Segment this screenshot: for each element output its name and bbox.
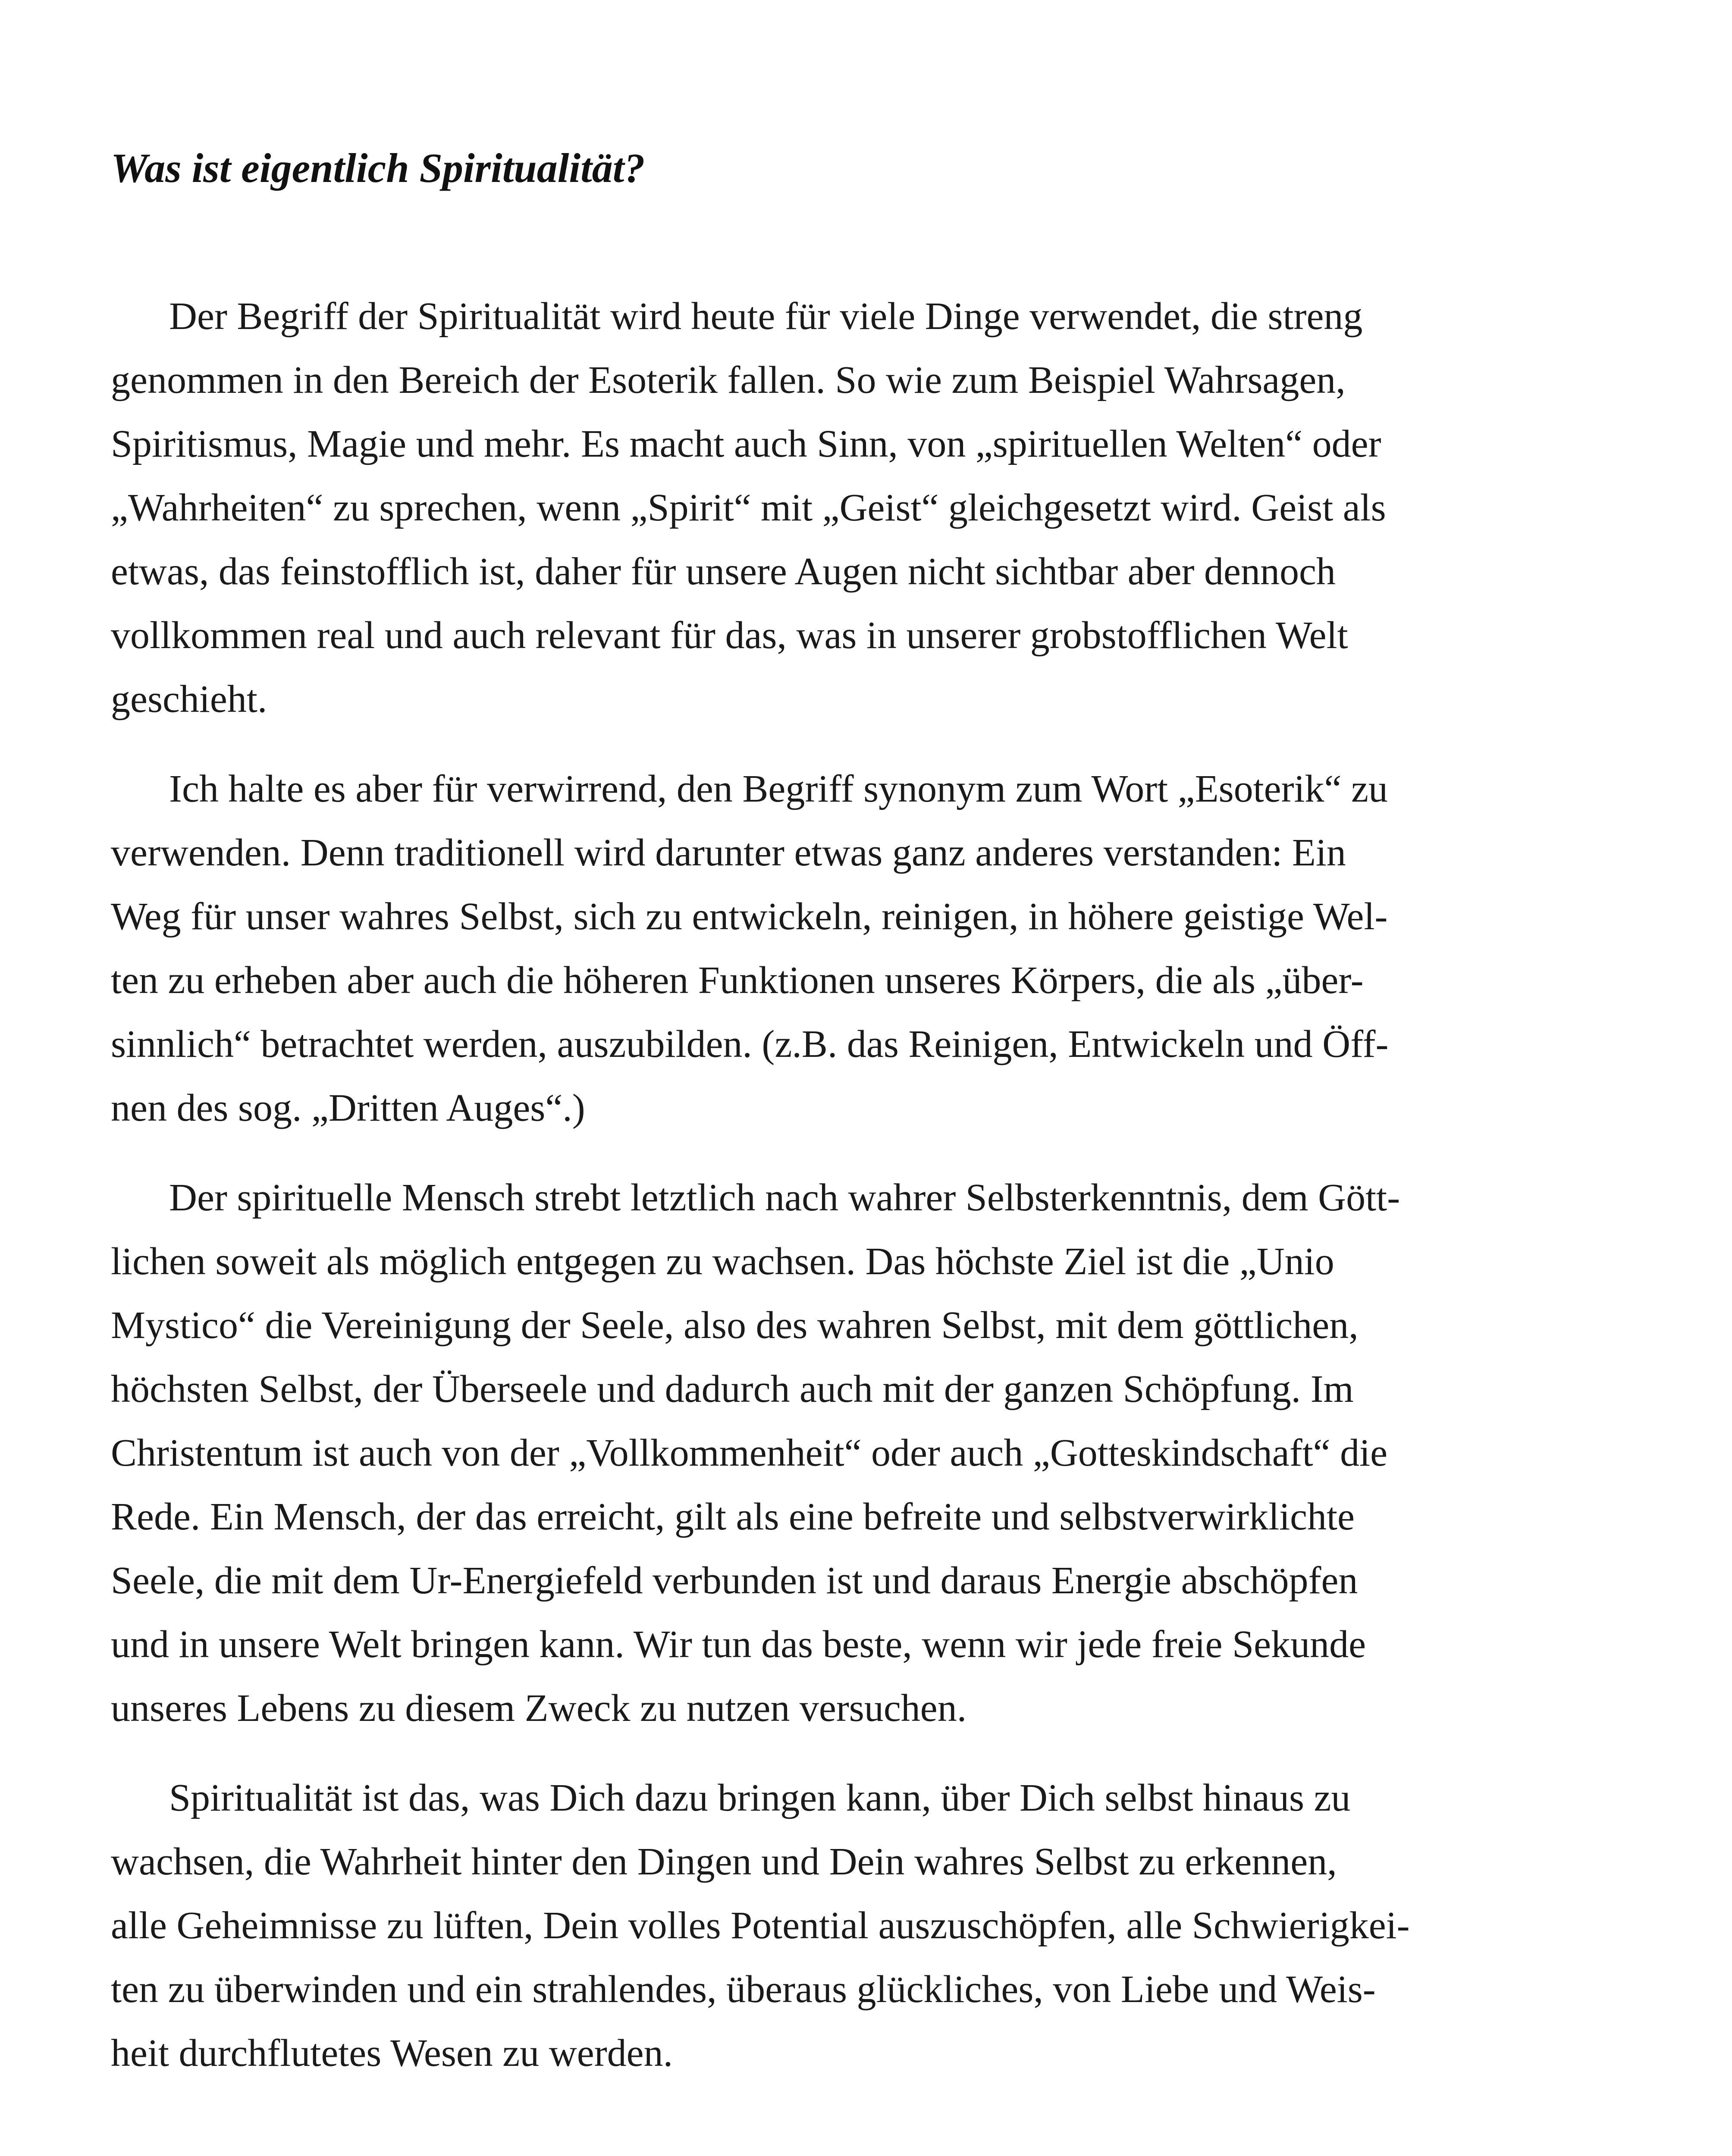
text-line: nen des sog. „Dritten Auges“.) [111,1087,585,1129]
text-line: Seele, die mit dem Ur-Energiefeld verbunden ist und daraus Energie abschöpfen [111,1559,1358,1602]
text-line: Spiritualität ist das, was Dich dazu bringen kann, über Dich selbst hinaus zu [169,1777,1351,1819]
text-line: „Wahrheiten“ zu sprechen, wenn „Spirit“ mit „Geist“ gleichgesetzt wird. Geist als [111,486,1386,529]
text-line: lichen soweit als möglich entgegen zu wachsen. Das höchste Ziel ist die „Unio [111,1240,1334,1283]
paragraph-1 [111,285,1620,731]
text-line: Mystico“ die Vereinigung der Seele, also des wahren Selbst, mit dem göttlichen, [111,1304,1359,1347]
text-line: sinnlich“ betrachtet werden, auszubilden. (z.B. das Reinigen, Entwickeln und Öff- [111,1023,1389,1065]
text-line: etwas, das feinstofflich ist, daher für unsere Augen nicht sichtbar aber dennoch [111,550,1336,593]
text-line: ten zu erheben aber auch die höheren Funktionen unseres Körpers, die als „über- [111,959,1364,1002]
body-text [111,285,1620,2111]
section-heading: Was ist eigentlich Spiritualität? [111,145,645,191]
text-line: Spiritismus, Magie und mehr. Es macht auch Sinn, von „spirituellen Welten“ oder [111,423,1381,465]
text-line: wachsen, die Wahrheit hinter den Dingen und Dein wahres Selbst zu erkennen, [111,1840,1337,1883]
text-line: alle Geheimnisse zu lüften, Dein volles Potential auszuschöpfen, alle Schwierigkei- [111,1904,1410,1947]
text-line: höchsten Selbst, der Überseele und dadurch auch mit der ganzen Schöpfung. Im [111,1368,1354,1410]
text-line: und in unsere Welt bringen kann. Wir tun das beste, wenn wir jede freie Sekunde [111,1623,1366,1666]
text-line: Der Begriff der Spiritualität wird heute für viele Dinge verwendet, die streng [169,295,1363,338]
text-line: verwenden. Denn traditionell wird darunter etwas ganz anderes verstanden: Ein [111,831,1346,874]
text-line: heit durchflutetes Wesen zu werden. [111,2032,673,2075]
paragraph-4 [111,1766,1620,2085]
text-line: geschieht. [111,678,267,721]
paragraph-2 [111,757,1620,1140]
text-line: Rede. Ein Mensch, der das erreicht, gilt als eine befreite und selbstverwirklichte [111,1495,1355,1538]
text-line: ten zu überwinden und ein strahlendes, überaus glückliches, von Liebe und Weis- [111,1968,1376,2011]
text-line: Christentum ist auch von der „Vollkommenheit“ oder auch „Gotteskindschaft“ die [111,1432,1388,1474]
text-line: Weg für unser wahres Selbst, sich zu entwickeln, reinigen, in höhere geistige Wel- [111,895,1388,938]
text-line: Ich halte es aber für verwirrend, den Begriff synonym zum Wort „Esoterik“ zu [169,768,1388,810]
text-line: unseres Lebens zu diesem Zweck zu nutzen versuchen. [111,1687,967,1730]
text-line: vollkommen real und auch relevant für das, was in unserer grobstofflichen Welt [111,614,1348,657]
paragraph-3 [111,1166,1620,1740]
text-line: Der spirituelle Mensch strebt letztlich nach wahrer Selbsterkenntnis, dem Gött- [169,1176,1400,1219]
text-line: genommen in den Bereich der Esoterik fallen. So wie zum Beispiel Wahrsagen, [111,359,1346,401]
